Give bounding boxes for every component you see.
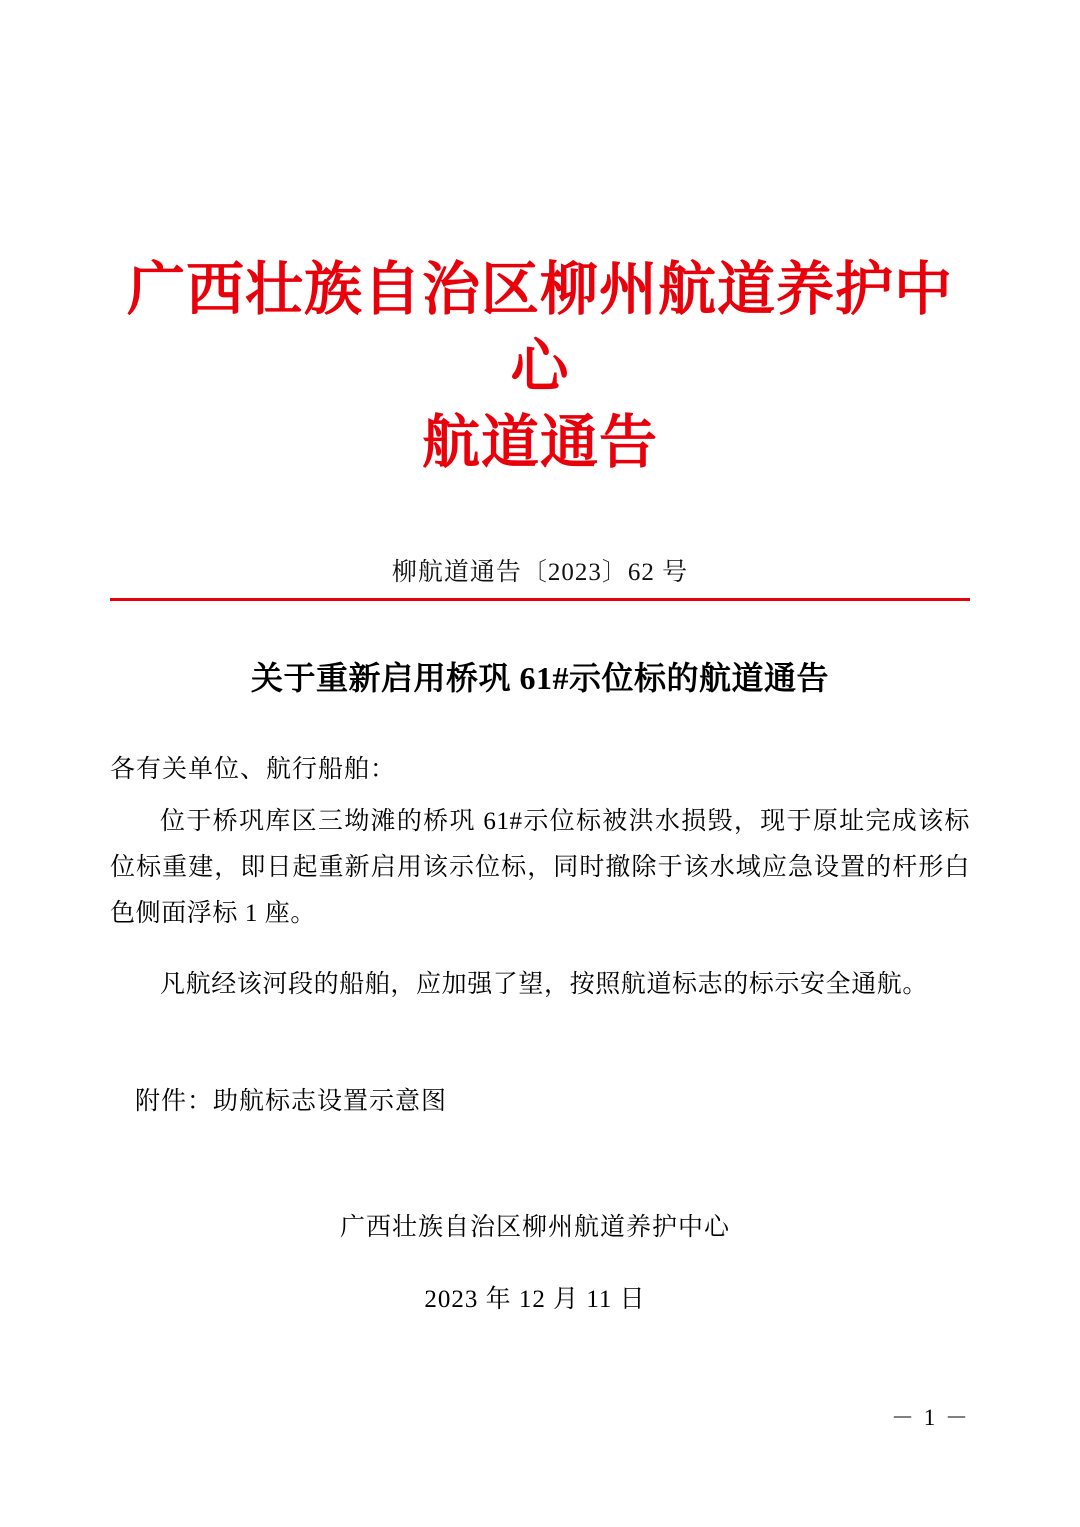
body-paragraph-2: 凡航经该河段的船舶，应加强了望，按照航道标志的标示安全通航。 [160, 971, 929, 999]
document-number: 柳航道通告〔2023〕62 号 [391, 558, 689, 586]
body-paragraph-1: 位于桥巩库区三坳滩的桥巩 61#示位标被洪水损毁，现于原址完成该标位标重建，即日起重新启用该示位标，同时撤除于该水域应急设置的杆形白色侧面浮标 1 座。 [110, 807, 970, 928]
salutation-line: 各有关单位、航行船舶： [110, 755, 397, 783]
signature-organization: 广西壮族自治区柳州航道养护中心 [339, 1213, 730, 1241]
page-number-footer: － 1 － [891, 1405, 970, 1430]
red-divider-rule [110, 598, 970, 601]
page-title-line-1: 广西壮族自治区柳州航道养护中心 [126, 257, 953, 399]
signature-date: 2023 年 12 月 11 日 [424, 1285, 646, 1313]
page-title [110, 0, 970, 482]
document-subject-heading: 关于重新启用桥巩 61#示位标的航道通告 [250, 659, 829, 696]
page-title-line-2: 航道通告 [421, 410, 658, 476]
attachment-note: 附件：助航标志设置示意图 [135, 1087, 448, 1115]
signature-block [110, 1207, 970, 1315]
